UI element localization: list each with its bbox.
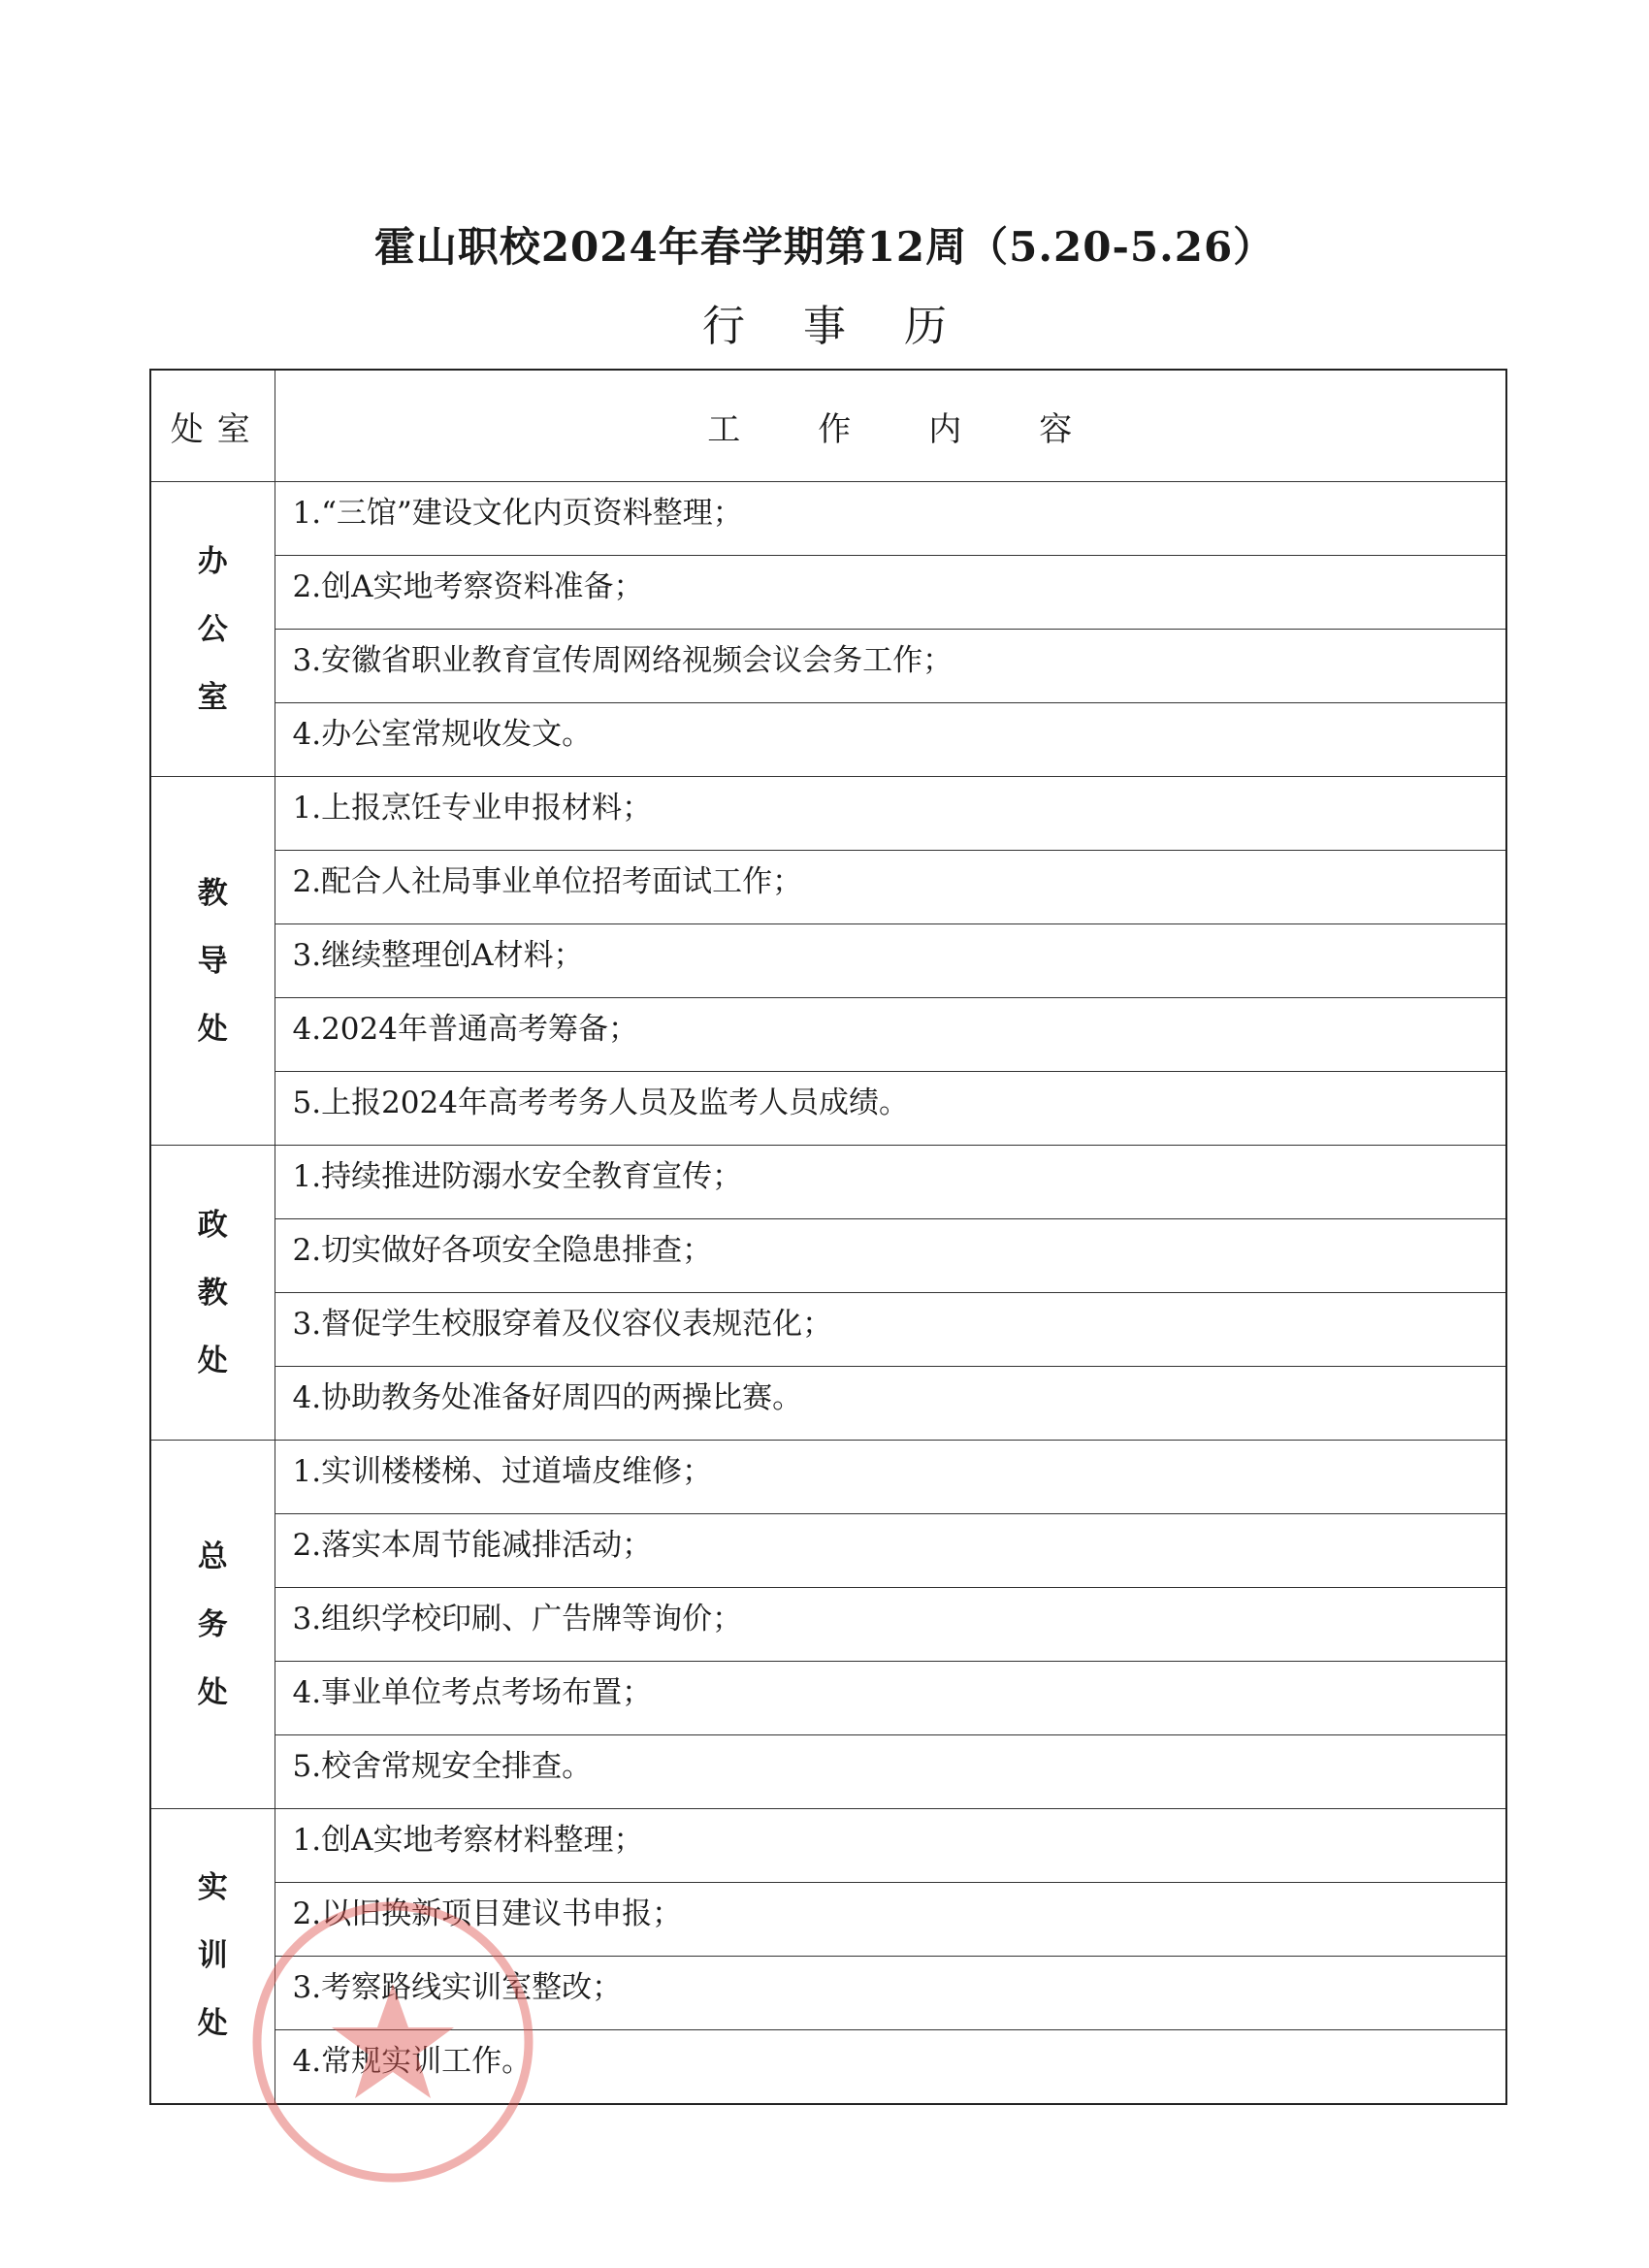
- table-row: [150, 1441, 1506, 1514]
- table-row: [150, 851, 1506, 924]
- department-name: [150, 1441, 275, 1809]
- work-item: 4.常规实训工作。: [275, 2030, 1506, 2104]
- table-row: [150, 1146, 1506, 1219]
- department-name: [150, 1809, 275, 2104]
- work-item: 4.2024年普通高考筹备；: [275, 998, 1506, 1072]
- work-item: 4.协助教务处准备好周四的两操比赛。: [275, 1367, 1506, 1441]
- department-name-char: 处: [197, 1011, 228, 1047]
- work-item: 1.上报烹饪专业申报材料；: [275, 777, 1506, 851]
- work-item: 3.组织学校印刷、广告牌等询价；: [275, 1588, 1506, 1662]
- table-row: [150, 1293, 1506, 1367]
- table-row: [150, 1072, 1506, 1146]
- table-row: [150, 1735, 1506, 1809]
- department-name-char: 教: [197, 1275, 228, 1311]
- work-item: 2.落实本周节能减排活动；: [275, 1514, 1506, 1588]
- work-item: 5.上报2024年高考考务人员及监考人员成绩。: [275, 1072, 1506, 1146]
- department-name-char: 处: [197, 2006, 228, 2042]
- page-title: 霍山职校2024年春学期第12周（5.20-5.26）: [373, 223, 1276, 271]
- department-name-char: 务: [197, 1606, 228, 1642]
- table-row: [150, 556, 1506, 630]
- header-dept: 处室: [150, 370, 275, 482]
- department-name-char: 处: [197, 1674, 228, 1710]
- work-item: 4.办公室常规收发文。: [275, 703, 1506, 777]
- table-row: [150, 777, 1506, 851]
- table-row: [150, 998, 1506, 1072]
- work-item: 3.继续整理创A材料；: [275, 924, 1506, 998]
- department-name-char: 实: [197, 1870, 228, 1906]
- department-name-char: 公: [197, 611, 228, 647]
- header-content: 工作内容: [275, 370, 1506, 482]
- department-name: [150, 1146, 275, 1441]
- work-item: 2.配合人社局事业单位招考面试工作；: [275, 851, 1506, 924]
- table-row: [150, 1367, 1506, 1441]
- table-row: [150, 482, 1506, 556]
- department-name-char: 室: [197, 679, 228, 715]
- work-item: 3.督促学生校服穿着及仪容仪表规范化；: [275, 1293, 1506, 1367]
- work-item: 1.实训楼楼梯、过道墙皮维修；: [275, 1441, 1506, 1514]
- table-row: [150, 1514, 1506, 1588]
- department-name-char: 政: [197, 1207, 228, 1243]
- work-item: 2.切实做好各项安全隐患排查；: [275, 1219, 1506, 1293]
- work-item: 1.创A实地考察材料整理；: [275, 1809, 1506, 1883]
- department-name-char: 教: [197, 875, 228, 911]
- work-item: 2.以旧换新项目建议书申报；: [275, 1883, 1506, 1957]
- work-item: 3.考察路线实训室整改；: [275, 1957, 1506, 2030]
- work-item: 2.创A实地考察资料准备；: [275, 556, 1506, 630]
- table-row: [150, 924, 1506, 998]
- table-row: [150, 703, 1506, 777]
- department-name-char: 总: [197, 1539, 228, 1574]
- department-name-char: 训: [197, 1938, 228, 1974]
- table-row: [150, 1588, 1506, 1662]
- work-item: 1.“三馆”建设文化内页资料整理；: [275, 482, 1506, 556]
- table-row: [150, 1957, 1506, 2030]
- work-item: 5.校舍常规安全排查。: [275, 1735, 1506, 1809]
- schedule-body: [150, 482, 1506, 2104]
- table-row: [150, 630, 1506, 703]
- work-item: 4.事业单位考点考场布置；: [275, 1662, 1506, 1735]
- table-row: [150, 2030, 1506, 2104]
- work-item: 1.持续推进防溺水安全教育宣传；: [275, 1146, 1506, 1219]
- table-header-row: [150, 370, 1506, 482]
- department-name-char: 处: [197, 1343, 228, 1378]
- table-row: [150, 1219, 1506, 1293]
- department-name-char: 办: [197, 543, 228, 579]
- schedule-table: [149, 369, 1507, 2105]
- department-name: [150, 777, 275, 1146]
- table-row: [150, 1662, 1506, 1735]
- table-row: [150, 1809, 1506, 1883]
- page-subtitle: 行事历: [702, 302, 1005, 351]
- work-item: 3.安徽省职业教育宣传周网络视频会议会务工作；: [275, 630, 1506, 703]
- table-row: [150, 1883, 1506, 1957]
- department-name: [150, 482, 275, 777]
- department-name-char: 导: [197, 943, 228, 979]
